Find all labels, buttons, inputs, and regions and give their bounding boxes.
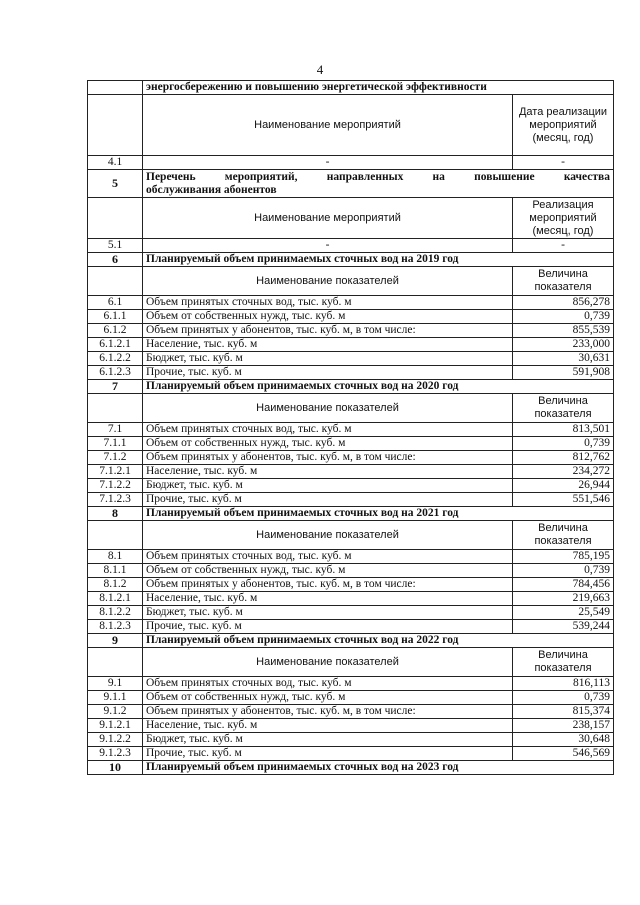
section-header-row [88, 521, 614, 550]
row-code: 6.1.2.1 [88, 338, 143, 352]
table-row [88, 550, 614, 564]
continued-title: энергосбережению и повышению энергетической эффективности [143, 81, 614, 95]
section-title: Планируемый объем принимаемых сточных вод на 2023 год [143, 761, 614, 775]
row-name: Бюджет, тыс. куб. м [143, 479, 513, 493]
table-row [88, 592, 614, 606]
table-row [88, 719, 614, 733]
row-value: 233,000 [513, 338, 614, 352]
continued-code-cell [88, 81, 143, 95]
s5-header-row [88, 198, 614, 239]
row-name: Объем принятых у абонентов, тыс. куб. м, в том числе: [143, 578, 513, 592]
col-indicator: Наименование показателей [143, 648, 513, 677]
table-row [88, 677, 614, 691]
section-title-row [88, 761, 614, 775]
section-header-empty [88, 267, 143, 296]
row-code: 8.1.2 [88, 578, 143, 592]
row-value: 816,113 [513, 677, 614, 691]
row-name: Объем от собственных нужд, тыс. куб. м [143, 437, 513, 451]
s4-row-name: - [143, 156, 513, 170]
row-code: 6.1 [88, 296, 143, 310]
row-name: Прочие, тыс. куб. м [143, 366, 513, 380]
table-row [88, 338, 614, 352]
s5-col-date: Реализация мероприятий (месяц, год) [513, 198, 614, 239]
row-code: 7.1.2.2 [88, 479, 143, 493]
row-name: Объем принятых у абонентов, тыс. куб. м, в том числе: [143, 451, 513, 465]
row-value: 539,244 [513, 620, 614, 634]
s4-row-code: 4.1 [88, 156, 143, 170]
row-name: Объем принятых у абонентов, тыс. куб. м, в том числе: [143, 705, 513, 719]
row-code: 9.1.2.3 [88, 747, 143, 761]
row-code: 8.1.2.3 [88, 620, 143, 634]
row-name: Объем от собственных нужд, тыс. куб. м [143, 564, 513, 578]
s4-header-empty [88, 95, 143, 156]
s5-row-name: - [143, 239, 513, 253]
section-code: 10 [88, 761, 143, 775]
row-name: Объем принятых сточных вод, тыс. куб. м [143, 296, 513, 310]
table-row [88, 451, 614, 465]
table-row [88, 620, 614, 634]
s5-row-date: - [513, 239, 614, 253]
col-value: Величина показателя [513, 394, 614, 423]
row-code: 6.1.2.3 [88, 366, 143, 380]
row-value: 815,374 [513, 705, 614, 719]
section-title: Планируемый объем принимаемых сточных вод на 2019 год [143, 253, 614, 267]
section-header-empty [88, 648, 143, 677]
section-title-row [88, 253, 614, 267]
row-code: 9.1 [88, 677, 143, 691]
row-name: Прочие, тыс. куб. м [143, 620, 513, 634]
s5-header-empty [88, 198, 143, 239]
section-title-row [88, 507, 614, 521]
row-name: Объем принятых сточных вод, тыс. куб. м [143, 677, 513, 691]
section-title-row [88, 380, 614, 394]
section-code: 7 [88, 380, 143, 394]
row-value: 784,456 [513, 578, 614, 592]
row-code: 9.1.2.1 [88, 719, 143, 733]
table-row [88, 437, 614, 451]
row-code: 7.1 [88, 423, 143, 437]
row-code: 8.1.2.2 [88, 606, 143, 620]
row-name: Население, тыс. куб. м [143, 465, 513, 479]
row-value: 855,539 [513, 324, 614, 338]
section-header-row [88, 267, 614, 296]
s5-title-line2: обслуживания абонентов [146, 183, 277, 196]
row-code: 9.1.1 [88, 691, 143, 705]
row-code: 7.1.2.3 [88, 493, 143, 507]
section-code: 9 [88, 634, 143, 648]
table-row [88, 296, 614, 310]
table-row [88, 310, 614, 324]
section-title-row [88, 634, 614, 648]
continued-title-row [88, 81, 614, 95]
table-row [88, 493, 614, 507]
row-name: Прочие, тыс. куб. м [143, 747, 513, 761]
row-value: 234,272 [513, 465, 614, 479]
row-name: Бюджет, тыс. куб. м [143, 733, 513, 747]
section-header-row [88, 648, 614, 677]
row-name: Население, тыс. куб. м [143, 592, 513, 606]
plan-table-body [88, 81, 614, 775]
row-name: Население, тыс. куб. м [143, 719, 513, 733]
row-value: 238,157 [513, 719, 614, 733]
row-value: 591,908 [513, 366, 614, 380]
row-value: 219,663 [513, 592, 614, 606]
s4-row-date: - [513, 156, 614, 170]
table-row [88, 366, 614, 380]
s5-code: 5 [88, 170, 143, 198]
section-title: Планируемый объем принимаемых сточных вод на 2022 год [143, 634, 614, 648]
row-name: Объем принятых сточных вод, тыс. куб. м [143, 423, 513, 437]
row-code: 8.1.1 [88, 564, 143, 578]
row-value: 25,549 [513, 606, 614, 620]
col-value: Величина показателя [513, 648, 614, 677]
section-code: 8 [88, 507, 143, 521]
section-header-row [88, 394, 614, 423]
s5-row-code: 5.1 [88, 239, 143, 253]
table-row [88, 423, 614, 437]
row-value: 0,739 [513, 564, 614, 578]
row-name: Бюджет, тыс. куб. м [143, 352, 513, 366]
table-row [88, 479, 614, 493]
section-code: 6 [88, 253, 143, 267]
row-code: 9.1.2.2 [88, 733, 143, 747]
row-value: 0,739 [513, 310, 614, 324]
row-name: Объем от собственных нужд, тыс. куб. м [143, 310, 513, 324]
col-indicator: Наименование показателей [143, 394, 513, 423]
row-value: 30,648 [513, 733, 614, 747]
section-header-empty [88, 521, 143, 550]
row-value: 551,546 [513, 493, 614, 507]
col-value: Величина показателя [513, 267, 614, 296]
row-value: 812,762 [513, 451, 614, 465]
row-code: 7.1.2 [88, 451, 143, 465]
s4-col-name: Наименование мероприятий [143, 95, 513, 156]
col-indicator: Наименование показателей [143, 267, 513, 296]
row-name: Бюджет, тыс. куб. м [143, 606, 513, 620]
section-title: Планируемый объем принимаемых сточных вод на 2020 год [143, 380, 614, 394]
row-name: Объем принятых у абонентов, тыс. куб. м, в том числе: [143, 324, 513, 338]
table-row [88, 733, 614, 747]
table-row [88, 705, 614, 719]
row-name: Население, тыс. куб. м [143, 338, 513, 352]
row-value: 0,739 [513, 691, 614, 705]
table-row [88, 352, 614, 366]
s4-row [88, 156, 614, 170]
table-row [88, 324, 614, 338]
section-title: Планируемый объем принимаемых сточных вод на 2021 год [143, 507, 614, 521]
s5-row [88, 239, 614, 253]
col-indicator: Наименование показателей [143, 521, 513, 550]
row-value: 26,944 [513, 479, 614, 493]
row-code: 7.1.2.1 [88, 465, 143, 479]
row-value: 0,739 [513, 437, 614, 451]
table-row [88, 606, 614, 620]
table-row [88, 691, 614, 705]
table-row [88, 465, 614, 479]
row-name: Объем принятых сточных вод, тыс. куб. м [143, 550, 513, 564]
s4-header-row [88, 95, 614, 156]
row-code: 6.1.2.2 [88, 352, 143, 366]
row-value: 785,195 [513, 550, 614, 564]
row-code: 9.1.2 [88, 705, 143, 719]
table-row [88, 578, 614, 592]
page-number: 4 [316, 62, 324, 77]
table-row [88, 564, 614, 578]
row-value: 546,569 [513, 747, 614, 761]
row-value: 813,501 [513, 423, 614, 437]
s5-title-line1: Перечень мероприятий, направленных на повышение качества [146, 170, 610, 183]
row-code: 6.1.1 [88, 310, 143, 324]
s5-col-name: Наименование мероприятий [143, 198, 513, 239]
table-row [88, 747, 614, 761]
s4-col-date: Дата реализации мероприятий (месяц, год) [513, 95, 614, 156]
section-header-empty [88, 394, 143, 423]
row-value: 856,278 [513, 296, 614, 310]
row-code: 8.1 [88, 550, 143, 564]
row-name: Объем от собственных нужд, тыс. куб. м [143, 691, 513, 705]
s5-title [143, 170, 614, 198]
row-code: 7.1.1 [88, 437, 143, 451]
row-name: Прочие, тыс. куб. м [143, 493, 513, 507]
plan-table [87, 80, 614, 775]
row-code: 6.1.2 [88, 324, 143, 338]
col-value: Величина показателя [513, 521, 614, 550]
s5-title-row [88, 170, 614, 198]
row-code: 8.1.2.1 [88, 592, 143, 606]
row-value: 30,631 [513, 352, 614, 366]
